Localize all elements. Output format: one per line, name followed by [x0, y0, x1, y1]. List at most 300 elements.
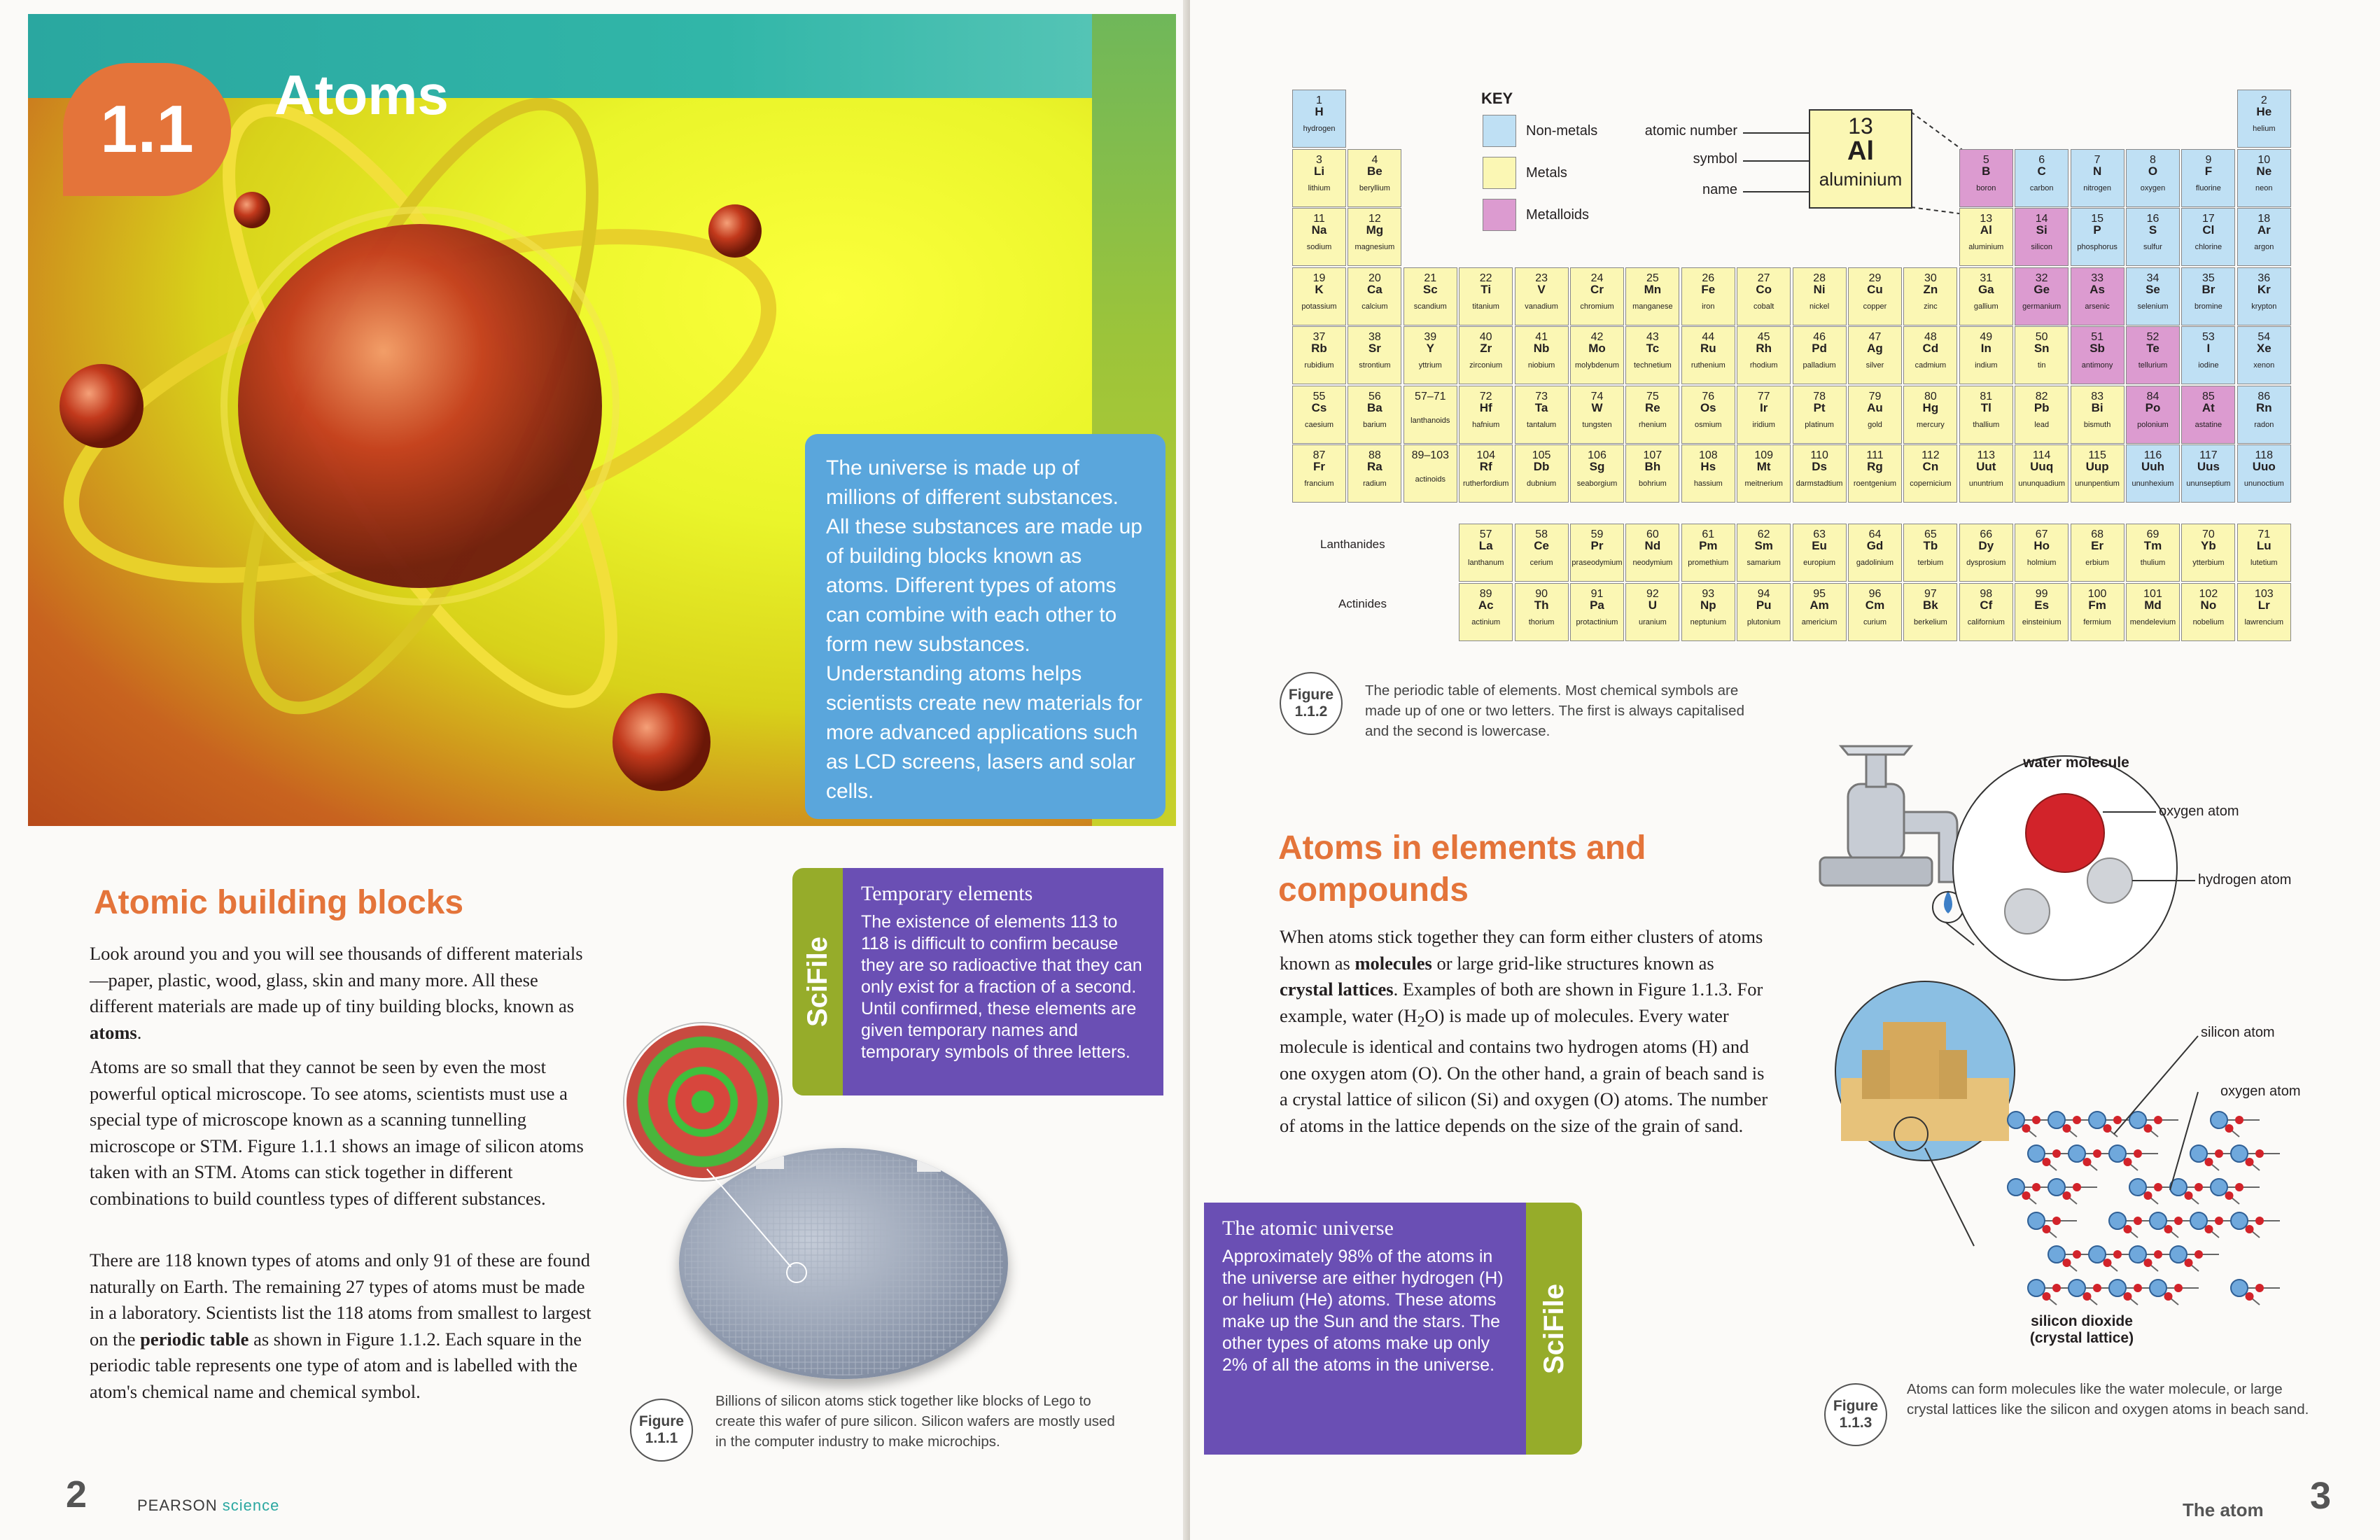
element-number: 19 [1312, 272, 1326, 284]
element-name: ununoctium [2244, 479, 2284, 488]
element-symbol: Zn [1923, 282, 1938, 296]
silicon-atom-icon [2048, 1246, 2065, 1263]
element-cell [2126, 208, 2180, 266]
element-cell [1570, 386, 1624, 444]
paragraph-text: . [136, 1021, 142, 1043]
element-number: 32 [2035, 272, 2048, 284]
element-cell [2181, 583, 2235, 641]
element-number: 76 [1702, 390, 1715, 402]
element-cell [2071, 326, 2124, 384]
oxygen-atom-icon [2113, 1250, 2122, 1259]
element-cell [1292, 326, 1346, 384]
paragraph-text: or large grid-like structures known as [1432, 952, 1714, 974]
element-name: protactinium [1576, 617, 1618, 626]
element-number: 8 [2150, 153, 2156, 166]
element-symbol: Pd [1812, 342, 1827, 355]
element-symbol: Ge [2033, 282, 2050, 296]
element-symbol: Li [1313, 164, 1325, 178]
element-symbol: Uuh [2141, 460, 2165, 473]
element-name: actinium [1471, 617, 1501, 626]
element-cell [1570, 583, 1624, 641]
element-name: californium [1967, 617, 2005, 626]
oxygen-atom-icon [2093, 1149, 2101, 1158]
page-number: 2 [66, 1474, 88, 1516]
element-symbol: Rg [1867, 460, 1883, 473]
scifile-tab-label: SciFile [1538, 1283, 1569, 1374]
element-symbol: Re [1645, 400, 1660, 414]
element-name: rubidium [1304, 361, 1334, 370]
element-number: 47 [1868, 331, 1882, 343]
silicon-atom-icon [2008, 1112, 2024, 1128]
element-number: 30 [1924, 272, 1937, 284]
element-cell [2237, 583, 2291, 641]
element-name: radium [1363, 479, 1387, 488]
zoom-callout-line [700, 1148, 840, 1288]
element-cell [1959, 583, 2013, 641]
element-name: manganese [1632, 302, 1673, 311]
oxygen-atom-icon [2174, 1217, 2183, 1225]
element-symbol: Pr [1590, 539, 1604, 552]
element-symbol: Kr [2257, 282, 2271, 296]
key-term: crystal lattices [1280, 979, 1394, 1000]
element-number: 94 [1757, 587, 1770, 600]
element-number: 78 [1813, 390, 1826, 402]
element-name: thorium [1528, 617, 1555, 626]
element-number: 54 [2258, 331, 2271, 343]
element-cell [2181, 524, 2235, 582]
element-cell [1515, 386, 1569, 444]
example-symbol: Al [1847, 136, 1874, 166]
element-name: sulfur [2143, 243, 2162, 251]
element-symbol: Ac [1478, 598, 1494, 612]
tap-icon [1820, 746, 1963, 923]
element-name: dysprosium [1966, 559, 2006, 567]
element-name: lanthanoids [1410, 416, 1450, 425]
oxygen-atom-icon [2255, 1217, 2264, 1225]
element-name: beryllium [1359, 183, 1390, 192]
element-symbol: Si [2036, 223, 2047, 237]
element-symbol: Lu [2256, 539, 2272, 552]
element-number: 36 [2258, 272, 2271, 284]
element-symbol: Mt [1756, 460, 1771, 473]
element-cell [2126, 267, 2180, 326]
element-symbol: Pt [1813, 400, 1826, 414]
element-symbol: Te [2146, 342, 2160, 355]
element-number: 14 [2035, 213, 2048, 225]
element-cell [1959, 267, 2013, 326]
element-name: tantalum [1526, 420, 1557, 429]
element-cell [1570, 267, 1624, 326]
element-cell [1737, 444, 1791, 503]
element-name: titanium [1472, 302, 1499, 311]
element-symbol: F [2204, 164, 2213, 178]
section-heading: Atomic building blocks [94, 884, 464, 921]
element-symbol: Hs [1700, 460, 1716, 473]
example-atomic-number: 13 [1848, 113, 1873, 139]
example-label-name: name [1702, 182, 1737, 197]
element-cell [1459, 267, 1513, 326]
element-symbol: U [1648, 598, 1658, 612]
element-number: 53 [2202, 331, 2215, 343]
element-cell [2015, 208, 2068, 266]
periodic-table [1292, 90, 2304, 636]
silicon-atom-icon [2089, 1112, 2106, 1128]
element-number: 38 [1368, 331, 1381, 343]
element-symbol: I [2206, 342, 2211, 355]
element-number: 20 [1368, 272, 1381, 284]
element-number: 46 [1813, 331, 1826, 343]
silicon-atom-icon [2129, 1179, 2146, 1196]
element-symbol: Cl [2202, 223, 2215, 237]
element-name: zinc [1924, 302, 1938, 311]
element-cell [1848, 524, 1902, 582]
element-symbol: As [2090, 282, 2105, 296]
element-cell [2237, 149, 2291, 207]
silicon-atom-icon [2150, 1212, 2166, 1229]
element-cell [2237, 208, 2291, 266]
section-number-badge [63, 63, 231, 196]
element-symbol: Ds [1812, 460, 1827, 473]
element-name: neodymium [1632, 559, 1673, 567]
brand-pearson: PEARSON [137, 1497, 218, 1514]
element-name: mendelevium [2129, 617, 2176, 626]
silicon-atom-icon [2048, 1179, 2065, 1196]
element-symbol: H [1315, 105, 1324, 118]
element-symbol: Cr [1590, 282, 1604, 296]
scifile-title: Temporary elements [861, 882, 1033, 905]
element-cell [1404, 386, 1457, 444]
figure-caption: Billions of silicon atoms stick together like blocks of Lego to create this wafer of pure silicon. Silicon wafers are mostly used in the computer industry to make microchips. [715, 1393, 1115, 1450]
oxygen-atom-icon [2026, 794, 2104, 872]
element-cell [1292, 267, 1346, 326]
element-number: 72 [1479, 390, 1492, 402]
element-number: 103 [2254, 587, 2274, 600]
element-symbol: He [2256, 105, 2272, 118]
element-number: 52 [2146, 331, 2160, 343]
element-cell [1681, 524, 1735, 582]
element-symbol: Y [1426, 342, 1434, 355]
element-number: 35 [2202, 272, 2215, 284]
element-cell [1625, 583, 1679, 641]
element-number: 77 [1757, 390, 1770, 402]
scifile-tab [792, 868, 843, 1096]
element-name: krypton [2251, 302, 2277, 311]
silicon-atom-icon [2211, 1112, 2227, 1128]
element-cell [1681, 444, 1735, 503]
element-symbol: C [2037, 164, 2046, 178]
element-cell [1404, 326, 1457, 384]
element-cell [1348, 267, 1401, 326]
figure-badge [630, 1399, 693, 1462]
oxygen-atom-icon [2134, 1217, 2142, 1225]
element-name: praseodymium [1572, 559, 1623, 567]
element-name: aluminium [1968, 243, 2004, 251]
element-number: 49 [1980, 331, 1993, 343]
element-symbol: Rn [2255, 400, 2272, 414]
element-symbol: S [2148, 223, 2157, 237]
element-symbol: Ta [1534, 400, 1548, 414]
paragraph-text: . Examples of both are shown in Figure 1.1.3. For example, water (H [1280, 979, 1763, 1026]
oxygen-atom-icon [2154, 1116, 2162, 1124]
element-symbol: W [1591, 400, 1603, 414]
element-cell [1570, 524, 1624, 582]
element-name: tin [2037, 361, 2046, 370]
element-cell [1903, 267, 1957, 326]
element-name: rhodium [1749, 361, 1778, 370]
element-cell [2015, 583, 2068, 641]
element-number: 56 [1368, 390, 1381, 402]
oxygen-atom-icon [2073, 1183, 2081, 1191]
element-cell [1793, 583, 1847, 641]
element-cell [1903, 326, 1957, 384]
element-cell [1737, 326, 1791, 384]
element-number: 93 [1702, 587, 1715, 600]
element-name: nickel [1809, 302, 1830, 311]
element-number: 102 [2199, 587, 2218, 600]
element-cell [2126, 386, 2180, 444]
element-symbol: Bi [2091, 400, 2104, 414]
element-name: potassium [1301, 302, 1337, 311]
element-cell [1903, 386, 1957, 444]
key-label: Metals [1526, 164, 1567, 181]
element-symbol: Cs [1311, 400, 1327, 414]
element-cell [1959, 326, 2013, 384]
scifile-temporary-elements [792, 868, 1163, 1096]
paragraph-text: There are 118 known types of atoms and only 91 of these are found naturally on Earth. The remaining 27 types of atoms must be made in a laboratory. Scientists list the 118 atoms from smallest to largest on the [90, 1250, 592, 1350]
silicon-atom-label: silicon atom [2201, 1025, 2275, 1040]
lanthanides-label: Lanthanides [1320, 538, 1385, 551]
element-symbol: Cm [1865, 598, 1885, 612]
element-symbol: Nd [1644, 539, 1661, 552]
element-number: 98 [1980, 587, 1993, 600]
element-number: 4 [1371, 153, 1378, 166]
element-cell [1515, 583, 1569, 641]
element-cell [1515, 267, 1569, 326]
key-term: molecules [1354, 952, 1432, 974]
element-number: 106 [1588, 449, 1606, 461]
element-name: einsteinium [2022, 617, 2062, 626]
element-number: 96 [1868, 587, 1882, 600]
element-number: 104 [1476, 449, 1496, 461]
element-symbol: At [2202, 400, 2215, 414]
element-number: 34 [2146, 272, 2160, 284]
element-name: dubnium [1526, 479, 1557, 488]
element-number: 40 [1479, 331, 1492, 343]
oxygen-atom-label-2: oxygen atom [2220, 1084, 2301, 1099]
element-cell [1737, 386, 1791, 444]
element-cell [2237, 267, 2291, 326]
element-name: iodine [2198, 361, 2219, 370]
scifile-tab-label: SciFile [802, 937, 833, 1027]
oxygen-atom-icon [2052, 1149, 2061, 1158]
element-cell [1348, 326, 1401, 384]
element-name: ununhexium [2132, 479, 2174, 488]
element-cell [1348, 208, 1401, 266]
oxygen-atom-icon [2093, 1284, 2101, 1292]
example-label-symbol: symbol [1693, 151, 1737, 167]
element-cell [2237, 444, 2291, 503]
element-symbol: Cn [1922, 460, 1939, 473]
element-symbol: V [1537, 282, 1546, 296]
element-number: 13 [1980, 213, 1993, 225]
element-symbol: Ce [1534, 539, 1549, 552]
element-symbol: Dy [1978, 539, 1994, 552]
element-name: samarium [1746, 559, 1781, 567]
element-name: francium [1304, 479, 1334, 488]
element-cell [1625, 444, 1679, 503]
element-cell [1292, 149, 1346, 207]
element-number: 68 [2091, 528, 2104, 540]
element-number: 79 [1868, 390, 1882, 402]
oxygen-atom-icon [2134, 1284, 2142, 1292]
element-name: niobium [1527, 361, 1555, 370]
element-symbol: Ne [2256, 164, 2272, 178]
element-name: argon [2254, 243, 2274, 251]
element-symbol: Xe [2256, 342, 2272, 355]
figure-word: Figure [638, 1413, 685, 1429]
element-number: 91 [1590, 587, 1604, 600]
element-symbol: Ra [1367, 460, 1382, 473]
element-symbol: Os [1700, 400, 1716, 414]
element-number: 111 [1866, 449, 1884, 461]
element-symbol: Bk [1923, 598, 1938, 612]
paragraph-3 [90, 1247, 594, 1405]
element-name: tungsten [1582, 420, 1612, 429]
element-name: ununpentium [2075, 479, 2120, 488]
figure-number: 1.1.2 [1294, 704, 1328, 720]
element-name: europium [1803, 559, 1836, 567]
silicon-atom-icon [2170, 1246, 2187, 1263]
element-cell [1570, 326, 1624, 384]
element-symbol: In [1980, 342, 1991, 355]
element-symbol: Sr [1368, 342, 1381, 355]
element-symbol: Uuo [2252, 460, 2276, 473]
element-symbol: Ag [1867, 342, 1883, 355]
element-cell [2015, 524, 2068, 582]
element-cell [2071, 386, 2124, 444]
element-number: 101 [2143, 587, 2162, 600]
element-symbol: Mn [1644, 282, 1662, 296]
silicon-atom-icon [2109, 1145, 2126, 1162]
element-number: 66 [1980, 528, 1993, 540]
element-symbol: Cd [1922, 342, 1939, 355]
element-name: iridium [1752, 420, 1775, 429]
element-number: 113 [1977, 449, 1996, 461]
element-cell [2015, 326, 2068, 384]
element-name: neon [2255, 183, 2273, 192]
element-cell [2181, 267, 2235, 326]
figure-word: Figure [1833, 1398, 1879, 1414]
element-cell [2015, 149, 2068, 207]
crystal-lattice-icon [2008, 1112, 2280, 1305]
element-number: 39 [1424, 331, 1437, 343]
element-name: rutherfordium [1462, 479, 1509, 488]
element-symbol: Pm [1699, 539, 1718, 552]
element-symbol: Tb [1923, 539, 1938, 552]
example-name: aluminium [1819, 169, 1903, 190]
element-cell [1515, 524, 1569, 582]
key-term: periodic table [140, 1328, 249, 1350]
element-cell [1348, 149, 1401, 207]
element-name: palladium [1802, 361, 1836, 370]
element-name: bromine [2194, 302, 2222, 311]
element-cell [1292, 386, 1346, 444]
element-symbol: Po [2145, 400, 2161, 414]
element-number: 61 [1702, 528, 1715, 540]
element-name: silicon [2031, 243, 2052, 251]
publisher-brand [137, 1497, 279, 1515]
element-name: polonium [2137, 420, 2169, 429]
element-cell [1404, 444, 1457, 503]
element-cell [1570, 444, 1624, 503]
element-number: 37 [1312, 331, 1326, 343]
element-number: 7 [2094, 153, 2101, 166]
element-number: 51 [2091, 331, 2104, 343]
element-cell [1515, 326, 1569, 384]
element-number: 63 [1813, 528, 1826, 540]
oxygen-atom-icon [2235, 1116, 2244, 1124]
element-name: lanthanum [1468, 559, 1504, 567]
element-name: berkelium [1914, 617, 1947, 626]
silicon-atom-icon [2008, 1179, 2024, 1196]
element-cell [1459, 386, 1513, 444]
element-cell [2015, 267, 2068, 326]
element-cell [1681, 326, 1735, 384]
element-symbol: Fe [1701, 282, 1716, 296]
element-cell [1903, 444, 1957, 503]
element-name: iron [1702, 302, 1715, 311]
element-symbol: Sc [1422, 282, 1438, 296]
element-number: 44 [1702, 331, 1715, 343]
element-number: 3 [1316, 153, 1322, 166]
element-name: scandium [1413, 302, 1447, 311]
element-name: lawrencium [2244, 617, 2284, 626]
oxygen-atom-icon [2154, 1250, 2162, 1259]
element-name: terbium [1917, 559, 1944, 567]
silicon-atom-icon [2109, 1280, 2126, 1296]
element-number: 1 [1316, 94, 1322, 106]
element-number: 28 [1813, 272, 1826, 284]
scifile-body [1204, 1203, 1526, 1455]
element-symbol: N [2092, 164, 2102, 178]
figure-word: Figure [1288, 687, 1334, 703]
element-number: 41 [1535, 331, 1548, 343]
element-name: hydrogen [1303, 125, 1336, 133]
element-name: curium [1863, 617, 1886, 626]
element-symbol: Tc [1646, 342, 1660, 355]
element-symbol: Bh [1644, 460, 1661, 473]
key-term: atoms [90, 1021, 137, 1043]
element-name: radon [2254, 420, 2274, 429]
element-number: 29 [1868, 272, 1882, 284]
element-name: indium [1975, 361, 1998, 370]
element-name: chromium [1580, 302, 1614, 311]
element-number: 42 [1590, 331, 1604, 343]
element-cell [1625, 524, 1679, 582]
section-number: 1.1 [100, 92, 194, 167]
silicon-atom-icon [2028, 1280, 2045, 1296]
element-symbol: P [2093, 223, 2101, 237]
figure-number: 1.1.1 [645, 1430, 678, 1446]
element-name: lead [2034, 420, 2050, 429]
element-name: rhenium [1639, 420, 1667, 429]
element-symbol: B [1982, 164, 1991, 178]
element-number: 18 [2258, 213, 2271, 225]
element-symbol: Es [2034, 598, 2050, 612]
element-symbol: Np [1700, 598, 1716, 612]
element-cell [1459, 444, 1513, 503]
oxygen-atom-icon [2174, 1284, 2183, 1292]
